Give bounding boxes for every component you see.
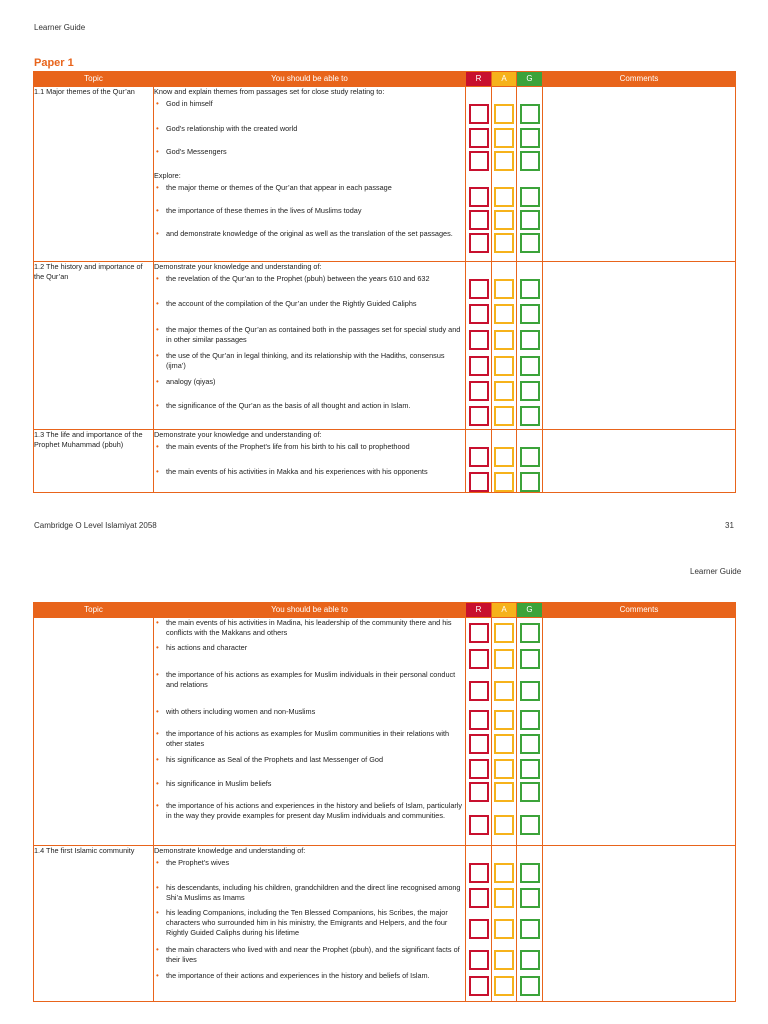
amber-checkbox[interactable] [494,356,514,376]
objective-item: • the main events of his activities in Makka and his experiences with his opponents [154,467,465,492]
objective-item: • the revelation of the Qur’an to the Prophet (pbuh) between the years 610 and 632 [154,274,465,299]
page-number: 31 [725,521,734,530]
red-checkbox[interactable] [469,863,489,883]
green-column-cell [517,618,543,846]
amber-checkbox[interactable] [494,330,514,350]
footer-title: Cambridge O Level Islamiyat 2058 [34,521,157,530]
red-column-cell [466,87,492,262]
green-checkbox[interactable] [520,381,540,401]
green-checkbox[interactable] [520,734,540,754]
green-checkbox[interactable] [520,151,540,171]
objective-item: • the importance of his actions as examples for Muslim communities in their relations with other states [154,729,465,755]
green-checkbox[interactable] [520,472,540,492]
running-header: Learner Guide [34,23,86,32]
amber-checkbox[interactable] [494,649,514,669]
red-checkbox[interactable] [469,623,489,643]
amber-checkbox[interactable] [494,104,514,124]
green-checkbox[interactable] [520,888,540,908]
red-checkbox[interactable] [469,128,489,148]
objectives-cell [154,618,466,846]
objective-item: • analogy (qiyas) [154,377,465,401]
topic-cell: 1.1 Major themes of the Qur’an [34,87,154,262]
amber-column-cell [492,618,517,846]
green-checkbox[interactable] [520,104,540,124]
amber-checkbox[interactable] [494,782,514,802]
green-column-cell [517,87,543,262]
red-column-cell [466,618,492,846]
amber-checkbox[interactable] [494,815,514,835]
should-header: You should be able to [154,603,466,618]
objective-item: • with others including women and non-Muslims [154,707,465,729]
green-checkbox[interactable] [520,233,540,253]
topic-header: Topic [34,603,154,618]
green-checkbox[interactable] [520,447,540,467]
green-column-cell [517,430,543,493]
green-checkbox[interactable] [520,649,540,669]
red-column-cell [466,262,492,430]
topic-cell: 1.3 The life and importance of the Prophet Muhammad (pbuh) [34,430,154,493]
green-header: G [517,72,543,87]
green-checkbox[interactable] [520,782,540,802]
objective-intro: Explore: [154,171,181,180]
green-header: G [517,603,543,618]
amber-checkbox[interactable] [494,210,514,230]
amber-header: A [492,603,517,618]
red-column-cell [466,430,492,493]
objective-item: • the Prophet’s wives [154,858,465,883]
red-checkbox[interactable] [469,104,489,124]
green-column-cell [517,846,543,1002]
objective-item: • the main events of the Prophet’s life from his birth to his call to prophethood [154,442,465,467]
red-checkbox[interactable] [469,472,489,492]
section-title: Paper 1 [34,57,74,69]
red-checkbox[interactable] [469,734,489,754]
objective-item: • the major theme or themes of the Qur’an that appear in each passage [154,183,465,206]
amber-column-cell [492,430,517,493]
red-column-cell [466,846,492,1002]
green-checkbox[interactable] [520,304,540,324]
red-checkbox[interactable] [469,649,489,669]
rag-table-page1 [33,71,736,493]
amber-checkbox[interactable] [494,381,514,401]
comments-cell[interactable] [543,846,736,1002]
green-checkbox[interactable] [520,681,540,701]
red-checkbox[interactable] [469,782,489,802]
amber-checkbox[interactable] [494,279,514,299]
red-checkbox[interactable] [469,304,489,324]
topic-cell [34,618,154,846]
green-checkbox[interactable] [520,623,540,643]
amber-checkbox[interactable] [494,233,514,253]
objective-item: • his actions and character [154,643,465,670]
amber-checkbox[interactable] [494,304,514,324]
objective-item: • God’s relationship with the created world [154,124,465,147]
objective-item: • the importance of his actions as examples for Muslim individuals in their personal conduct and relations [154,670,465,707]
amber-header: A [492,72,517,87]
green-column-cell [517,262,543,430]
objective-item: • his descendants, including his children, grandchildren and the direct line recognised among Shi’a Muslims as Imams [154,883,465,908]
table-row [34,87,736,262]
objective-item: • the use of the Qur’an in legal thinking, and its relationship with the Hadiths, consensus (ijma’) [154,351,465,377]
red-checkbox[interactable] [469,151,489,171]
running-header-page2: Learner Guide [690,567,742,576]
amber-checkbox[interactable] [494,863,514,883]
objective-intro: Demonstrate your knowledge and understanding of: [154,262,322,271]
objective-item: • the importance of their actions and experiences in the history and beliefs of Islam. [154,971,465,997]
comments-cell[interactable] [543,262,736,430]
red-checkbox[interactable] [469,330,489,350]
objectives-cell [154,87,466,262]
amber-checkbox[interactable] [494,976,514,996]
red-checkbox[interactable] [469,279,489,299]
amber-checkbox[interactable] [494,681,514,701]
green-checkbox[interactable] [520,279,540,299]
objective-item: • his significance as Seal of the Prophets and last Messenger of God [154,755,465,779]
red-checkbox[interactable] [469,815,489,835]
red-checkbox[interactable] [469,447,489,467]
topic-cell: 1.4 The first Islamic community [34,846,154,1002]
amber-checkbox[interactable] [494,919,514,939]
table-row [34,846,736,1002]
amber-checkbox[interactable] [494,187,514,207]
amber-column-cell [492,846,517,1002]
comments-cell[interactable] [543,618,736,846]
amber-checkbox[interactable] [494,128,514,148]
red-checkbox[interactable] [469,406,489,426]
amber-column-cell [492,87,517,262]
table-row [34,618,736,846]
red-checkbox[interactable] [469,759,489,779]
objective-item: • his leading Companions, including the Ten Blessed Companions, his Scribes, the major characters who surrounded him in his ministry, the Emigrants and Helpers, and the four Rightly Guided Caliphs during his lifetime [154,908,465,945]
red-checkbox[interactable] [469,233,489,253]
objectives-cell [154,262,466,430]
objectives-cell [154,846,466,1002]
green-checkbox[interactable] [520,815,540,835]
table-row [34,430,736,493]
green-checkbox[interactable] [520,976,540,996]
red-checkbox[interactable] [469,919,489,939]
objective-intro: Demonstrate knowledge and understanding of: [154,846,306,855]
green-checkbox[interactable] [520,710,540,730]
red-checkbox[interactable] [469,950,489,970]
green-checkbox[interactable] [520,950,540,970]
objective-item: • God in himself [154,99,465,124]
objective-item: • the main events of his activities in Madina, his leadership of the community there and his conflicts with the Makkans and others [154,618,465,643]
amber-checkbox[interactable] [494,406,514,426]
green-checkbox[interactable] [520,356,540,376]
red-header: R [466,72,492,87]
rag-table-page2 [33,602,736,1002]
amber-checkbox[interactable] [494,759,514,779]
green-checkbox[interactable] [520,919,540,939]
topic-cell: 1.2 The history and importance of the Qur’an [34,262,154,430]
red-header: R [466,603,492,618]
green-checkbox[interactable] [520,759,540,779]
objective-item: • his significance in Muslim beliefs [154,779,465,801]
amber-checkbox[interactable] [494,950,514,970]
objective-item: • the account of the compilation of the Qur’an under the Rightly Guided Caliphs [154,299,465,325]
objective-item: • the main characters who lived with and near the Prophet (pbuh), and the significant facts of their lives [154,945,465,971]
comments-header: Comments [543,72,736,87]
objective-item: • the importance of these themes in the lives of Muslims today [154,206,465,229]
objective-intro: Know and explain themes from passages set for close study relating to: [154,87,385,96]
objective-item: • the major themes of the Qur’an as contained both in the passages set for special study and in other similar passages [154,325,465,351]
amber-column-cell [492,262,517,430]
objective-item: • the importance of his actions and experiences in the history and beliefs of Islam, particularly in the way they provide examples for present day Muslim individuals and communities. [154,801,465,845]
red-checkbox[interactable] [469,187,489,207]
amber-checkbox[interactable] [494,710,514,730]
red-checkbox[interactable] [469,681,489,701]
comments-cell[interactable] [543,87,736,262]
red-checkbox[interactable] [469,356,489,376]
green-checkbox[interactable] [520,406,540,426]
amber-checkbox[interactable] [494,447,514,467]
red-checkbox[interactable] [469,210,489,230]
objective-item: • and demonstrate knowledge of the original as well as the translation of the set passages. [154,229,465,252]
amber-checkbox[interactable] [494,151,514,171]
green-checkbox[interactable] [520,330,540,350]
should-header: You should be able to [154,72,466,87]
objective-item: • the significance of the Qur’an as the basis of all thought and action in Islam. [154,401,465,426]
amber-checkbox[interactable] [494,472,514,492]
amber-checkbox[interactable] [494,623,514,643]
topic-header: Topic [34,72,154,87]
objective-intro: Demonstrate your knowledge and understanding of: [154,430,322,439]
red-checkbox[interactable] [469,888,489,908]
red-checkbox[interactable] [469,381,489,401]
green-checkbox[interactable] [520,210,540,230]
objectives-cell [154,430,466,493]
green-checkbox[interactable] [520,128,540,148]
amber-checkbox[interactable] [494,734,514,754]
amber-checkbox[interactable] [494,888,514,908]
comments-cell[interactable] [543,430,736,493]
green-checkbox[interactable] [520,863,540,883]
green-checkbox[interactable] [520,187,540,207]
red-checkbox[interactable] [469,710,489,730]
table-row [34,262,736,430]
red-checkbox[interactable] [469,976,489,996]
comments-header: Comments [543,603,736,618]
objective-item: • God’s Messengers [154,147,465,171]
